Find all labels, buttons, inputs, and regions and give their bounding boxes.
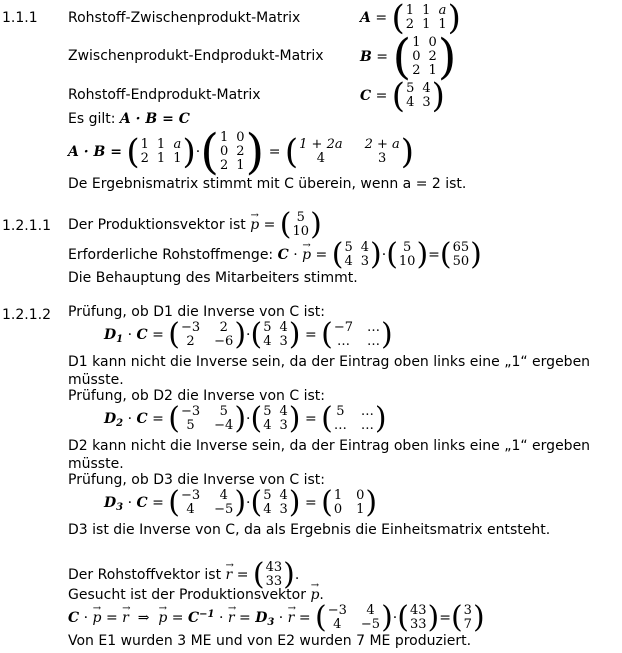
matrix-cell: 1 — [422, 3, 431, 18]
final-calc: C · → p = → r ⇒ → $p = C^{-1}$ · → $r = D_3$ · → r = ( −3 4 4 −5 ) · ( 43 33 ) = ( 3 7 ) — [68, 603, 485, 633]
matrix-cell: a — [438, 3, 447, 18]
matrix-cell: … — [367, 334, 381, 349]
matrix-cell: −6 — [214, 334, 234, 349]
matrix-cell: … — [360, 404, 374, 419]
matrix-cell: 0 — [356, 488, 365, 503]
matrix-cell: 3 — [378, 151, 387, 166]
matrix-cell: 2 — [219, 158, 229, 173]
matrix-cell: 1 — [140, 137, 149, 152]
matrix-cell: 2 + a — [364, 137, 400, 152]
matrix-cell: 7 — [463, 617, 472, 632]
matrix-cell: 2 — [405, 17, 415, 32]
matrix-cell: 43 — [409, 603, 427, 618]
matrix-cell: 4 — [263, 418, 272, 433]
matrix-cell: … — [336, 334, 350, 349]
matrix-c: ( 5 4 4 3 ) — [391, 76, 445, 116]
check-calc: $D_1 \cdot C$ = ( −3 2 2 −6 ) · ( 5 4 4 3 ) = ( −7 … … … ) — [104, 317, 393, 352]
matrix-cell: 0 — [428, 35, 437, 50]
check-verdict: D1 kann nicht die Inverse sein, da der Eintrag oben links eine „1“ ergeben müsste. — [68, 354, 591, 388]
matrix-cell: 4 — [360, 240, 370, 255]
check-calc: $D_3 \cdot C$ = ( −3 4 4 −5 ) · ( 5 4 4 3 ) = ( 1 0 0 1 ) — [104, 485, 378, 520]
matrix-cell: 4 — [186, 502, 195, 517]
matrix-cell: 1 — [422, 17, 431, 32]
matrix-cell: … — [360, 418, 374, 433]
matrix-cell: 3 — [279, 334, 288, 349]
matrix-cell: 4 — [279, 488, 288, 503]
matrix-cell: 0 — [219, 144, 229, 159]
matrix-cell: 4 — [279, 404, 288, 419]
matrix-cell: 50 — [452, 254, 470, 269]
matrix-a-def: A = ( 1 1 a 2 1 1 ) — [360, 0, 461, 38]
matrix-cell: 10 — [398, 254, 416, 269]
check-intro: Prüfung, ob D1 die Inverse von C ist: — [68, 304, 325, 320]
matrix-cell: −5 — [214, 502, 234, 517]
matrix-cell: 2 — [428, 49, 437, 64]
matrix-cell: −3 — [180, 488, 201, 503]
matrix-cell: −7 — [333, 320, 354, 335]
matrix-cell: 4 — [333, 617, 342, 632]
matrix-cell: 4 — [406, 95, 415, 110]
matrix-cell: −3 — [327, 603, 347, 618]
matrix-cell: 3 — [279, 418, 288, 433]
matrix-cell: 43 — [265, 560, 283, 575]
matrix-cell: 5 — [263, 488, 272, 503]
matrix-cell: 4 — [316, 151, 325, 166]
matrix-cell: 1 — [428, 63, 437, 78]
matrix-cell: 33 — [409, 617, 427, 632]
label-c: Rohstoff-Endprodukt-Matrix — [68, 87, 261, 103]
matrix-cell: 2 — [236, 144, 245, 159]
matrix-cell: 1 — [333, 488, 343, 503]
matrix-cell: 4 — [263, 502, 272, 517]
label-a: Rohstoff-Zwischenprodukt-Matrix — [68, 10, 301, 26]
matrix-b-def: B = ( 1 0 0 2 2 1 ) — [360, 29, 457, 85]
check-verdict: D2 kann nicht die Inverse sein, da der Eintrag oben links eine „1“ ergeben müsste. — [68, 438, 591, 472]
matrix-cell: a — [173, 137, 182, 152]
matrix-cell: … — [367, 320, 381, 335]
check-intro: Prüfung, ob D2 die Inverse von C ist: — [68, 388, 325, 404]
matrix-cell: 1 + 2a — [299, 137, 343, 152]
matrix-cell: 2 — [186, 334, 195, 349]
matrix-cell: 1 — [219, 130, 229, 145]
matrix-cell: 0 — [412, 49, 421, 64]
behauptung-line: Die Behauptung des Mitarbeiters stimmt. — [68, 270, 358, 286]
check-calc: $D_2 \cdot C$ = ( −3 5 5 −4 ) · ( 5 4 4 3 ) = ( 5 … … … ) — [104, 401, 387, 436]
matrix-cell: 4 — [263, 334, 272, 349]
matrix-cell: 5 — [186, 418, 195, 433]
rohstoffmenge-line: Erforderliche Rohstoffmenge: C · → p = ( 5 4 4 3 ) · ( 5 10 ) = ( 65 50 ) — [68, 240, 482, 270]
matrix-cell: 5 — [219, 404, 228, 419]
matrix-cell: −3 — [180, 320, 201, 335]
end-line: Von E1 wurden 3 ME und von E2 wurden 7 ME produziert. — [68, 633, 472, 649]
matrix-cell: 1 — [156, 151, 166, 166]
matrix-cell: … — [333, 418, 347, 433]
matrix-c-def: C = ( 5 4 4 3 ) — [360, 76, 445, 116]
matrix-cell: 4 — [279, 320, 288, 335]
section-number-1212: 1.2.1.2 — [2, 307, 51, 323]
check-verdict: D3 ist die Inverse von C, da als Ergebnis die Einheitsmatrix entsteht. — [68, 522, 551, 538]
label-b: Zwischenprodukt-Endprodukt-Matrix — [68, 48, 324, 64]
matrix-cell: 1 — [356, 502, 365, 517]
product-ab: A · B = ( 1 1 a 2 1 1 ) · ( 1 0 0 2 2 1 ) = ( 1 + 2a 2 + a 4 3 ) — [68, 124, 415, 180]
es-gilt: Es gilt: A · B = C — [68, 111, 190, 127]
matrix-cell: −3 — [180, 404, 201, 419]
matrix-cell: 5 — [336, 404, 345, 419]
matrix-b: ( 1 0 0 2 2 1 ) — [392, 29, 457, 85]
matrix-cell: −5 — [360, 617, 381, 632]
matrix-cell: 65 — [452, 240, 470, 255]
gesucht-line: Gesucht ist der Produktionsvektor → p. — [68, 586, 324, 604]
matrix-cell: 5 — [263, 404, 272, 419]
section-number-1211: 1.2.1.1 — [2, 218, 51, 234]
matrix-cell: 4 — [366, 603, 375, 618]
matrix-cell: 0 — [236, 130, 245, 145]
matrix-cell: 4 — [422, 81, 431, 96]
matrix-cell: 1 — [405, 3, 415, 18]
matrix-cell: 5 — [344, 240, 353, 255]
matrix-cell: 3 — [360, 254, 370, 269]
matrix-cell: 3 — [422, 95, 431, 110]
matrix-cell: 5 — [263, 320, 272, 335]
matrix-cell: 5 — [403, 240, 412, 255]
matrix-cell: 2 — [412, 63, 421, 78]
matrix-cell: −4 — [214, 418, 234, 433]
matrix-cell: 4 — [219, 488, 228, 503]
matrix-cell: 2 — [219, 320, 228, 335]
production-vector-line: Der Produktionsvektor ist → p = ( 5 10 ) — [68, 210, 322, 240]
matrix-cell: 3 — [279, 502, 288, 517]
conclusion-111: De Ergebnismatrix stimmt mit C überein, wenn a = 2 ist. — [68, 176, 467, 192]
matrix-cell: 10 — [292, 224, 310, 239]
matrix-a: ( 1 1 a 2 1 1 ) — [391, 0, 461, 38]
matrix-cell: 5 — [296, 210, 305, 225]
check-intro: Prüfung, ob D3 die Inverse von C ist: — [68, 472, 325, 488]
matrix-cell: 1 — [173, 151, 182, 166]
section-number-111: 1.1.1 — [2, 10, 38, 26]
rohstoffvektor-line: Der Rohstoffvektor ist → r = ( 43 33 ) . — [68, 560, 299, 590]
matrix-cell: 1 — [156, 137, 166, 152]
matrix-cell: 1 — [438, 17, 447, 32]
matrix-cell: 1 — [412, 35, 421, 50]
matrix-cell: 4 — [344, 254, 353, 269]
matrix-cell: 3 — [463, 603, 472, 618]
matrix-cell: 2 — [140, 151, 149, 166]
matrix-cell: 0 — [333, 502, 343, 517]
matrix-cell: 5 — [406, 81, 415, 96]
matrix-cell: 1 — [236, 158, 245, 173]
matrix-cell: 33 — [265, 574, 283, 589]
